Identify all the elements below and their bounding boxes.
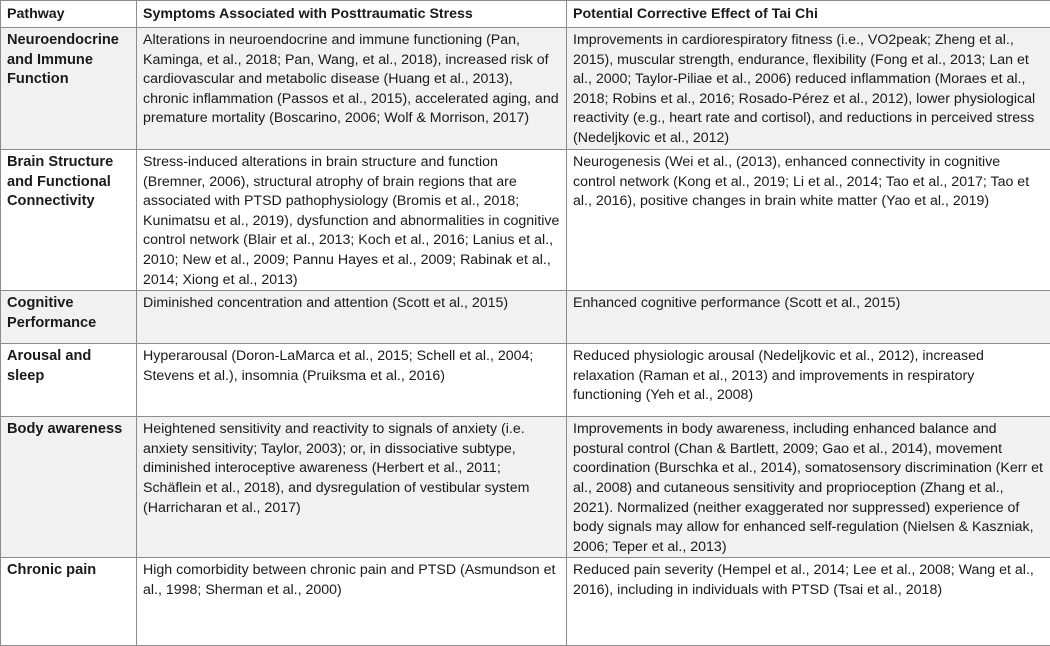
row-symptoms: Diminished concentration and attention (Scott et al., 2015) — [137, 291, 567, 344]
row-pathway: Brain Structure and Functional Connectivity — [1, 150, 137, 291]
row-pathway: Chronic pain — [1, 558, 137, 646]
row-pathway: Neuroendocrine and Immune Function — [1, 28, 137, 150]
row-effect: Neurogenesis (Wei et al., (2013), enhanced connectivity in cognitive control network (Kong et al., 2019; Li et al., 2014; Tao et al., 2017; Tao et al., 2016), positive changes in brain white matter (Yao et al., 2019) — [567, 150, 1050, 291]
table-row — [1, 417, 1050, 558]
row-symptoms: High comorbidity between chronic pain and PTSD (Asmundson et al., 1998; Sherman et al., 2000) — [137, 558, 567, 646]
row-symptoms: Stress-induced alterations in brain structure and function (Bremner, 2006), structural atrophy of brain regions that are associated with PTSD pathophysiology (Bromis et al., 2018; Kunimatsu et al., 2019), dysfunction and abnormalities in cognitive control network (Blair et al., 2013; Koch et al., 2016; Lanius et al., 2010; New et al., 2009; Pannu Hayes et al., 2009; Rabinak et al., 2014; Xiong et al., 2013) — [137, 150, 567, 291]
row-effect: Reduced physiologic arousal (Nedeljkovic et al., 2012), increased relaxation (Raman et al., 2013) and improvements in respiratory functioning (Yeh et al., 2008) — [567, 344, 1050, 417]
header-effect: Potential Corrective Effect of Tai Chi — [567, 1, 1050, 28]
row-pathway: Body awareness — [1, 417, 137, 558]
row-pathway: Cognitive Performance — [1, 291, 137, 344]
table-row — [1, 150, 1050, 291]
row-symptoms: Alterations in neuroendocrine and immune functioning (Pan, Kaminga, et al., 2018; Pan, Wang, et al., 2018), increased risk of cardiovascular and metabolic disease (Huang et al., 2013), chronic inflammation (Passos et al., 2015), accelerated aging, and premature mortality (Boscarino, 2006; Wolf & Morrison, 2017) — [137, 28, 567, 150]
row-symptoms: Hyperarousal (Doron-LaMarca et al., 2015; Schell et al., 2004; Stevens et al.), insomnia (Pruiksma et al., 2016) — [137, 344, 567, 417]
table-row — [1, 558, 1050, 646]
row-effect: Improvements in cardiorespiratory fitness (i.e., VO2peak; Zheng et al., 2015), muscular strength, endurance, flexibility (Fong et al., 2013; Lan et al., 2000; Taylor-Piliae et al., 2006) reduced inflammation (Moraes et al., 2018; Robins et al., 2016; Rosado-Pérez et al., 2012), lower physiological reactivity (e.g., heart rate and cortisol), and reductions in perceived stress (Nedeljkovic et al., 2012) — [567, 28, 1050, 150]
row-pathway: Arousal and sleep — [1, 344, 137, 417]
row-effect: Improvements in body awareness, including enhanced balance and postural control (Chan & Bartlett, 2009; Gao et al., 2014), movement coordination (Burschka et al., 2014), somatosensory discrimination (Kerr et al., 2008) and cutaneous sensitivity and proprioception (Zhang et al., 2021). Normalized (neither exaggerated nor suppressed) experience of body signals may allow for enhanced self-regulation (Nielsen & Kaszniak, 2006; Teper et al., 2013) — [567, 417, 1050, 558]
table-row — [1, 291, 1050, 344]
header-symptoms: Symptoms Associated with Posttraumatic Stress — [137, 1, 567, 28]
table-row — [1, 28, 1050, 150]
header-row — [1, 1, 1050, 28]
header-pathway: Pathway — [1, 1, 137, 28]
row-effect: Reduced pain severity (Hempel et al., 2014; Lee et al., 2008; Wang et al., 2016), including in individuals with PTSD (Tsai et al., 2018) — [567, 558, 1050, 646]
row-effect: Enhanced cognitive performance (Scott et al., 2015) — [567, 291, 1050, 344]
table-row — [1, 344, 1050, 417]
row-symptoms: Heightened sensitivity and reactivity to signals of anxiety (i.e. anxiety sensitivity; Taylor, 2003); or, in dissociative subtype, diminished interoceptive awareness (Herbert et al., 2011; Schäflein et al., 2018), and dysregulation of vestibular system (Harricharan et al., 2017) — [137, 417, 567, 558]
